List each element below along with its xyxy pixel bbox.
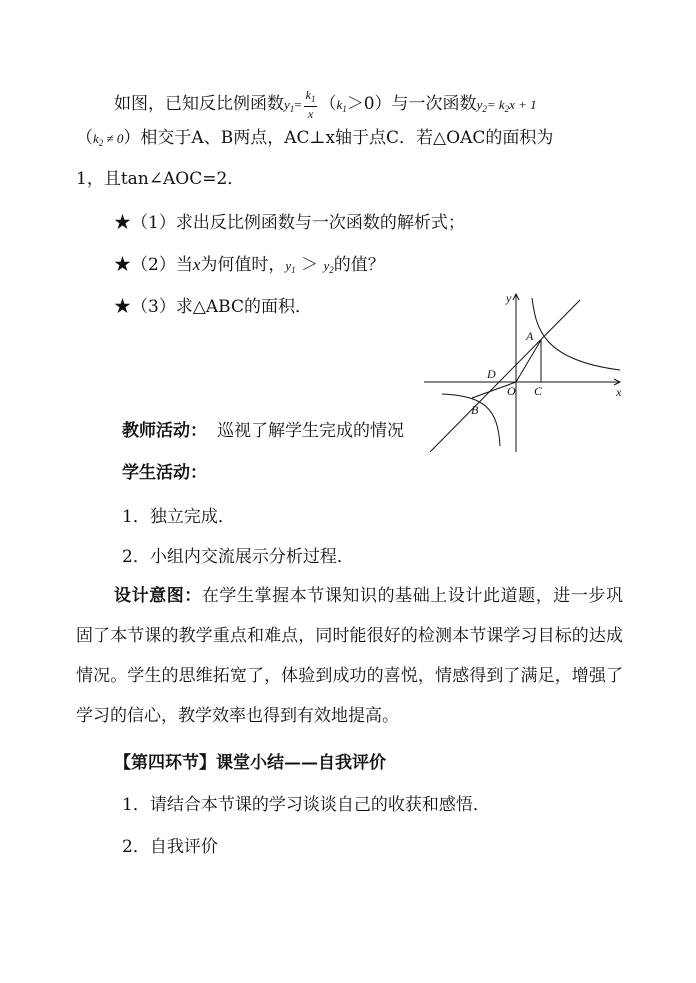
student-item-2: 2．小组内交流展示分析过程． xyxy=(122,547,354,567)
problem-intro: 如图，已知反比例函数 xyxy=(114,94,284,114)
section-4-item-2: 2．自我评价 xyxy=(122,837,218,857)
point-d-label: D xyxy=(487,367,496,381)
problem-line-2: $(k_2 \ne 0)$相交于A、B两点，AC⊥x轴于点C．若△OAC的面积为 xyxy=(76,128,554,148)
design-intent-text: 在学生掌握本节课知识的基础上设计此道题，进一步巩固了本节课的教学重点和难点，同时能很好的检测本节课学习目标的达成情况。学生的思维拓宽了，体验到成功的喜悦，情感得到了满足，增强了学习的信心，教学效率也得到有效地提高。 xyxy=(76,586,624,726)
function-graph xyxy=(424,288,626,452)
design-intent-label: 设计意图： xyxy=(114,586,202,606)
star-icon: ★ xyxy=(114,213,131,233)
point-a-label: A xyxy=(526,329,534,343)
y1-variable: $y_1$ xyxy=(284,97,295,114)
graph-svg xyxy=(424,288,626,452)
point-c-label: C xyxy=(534,384,543,398)
teacher-activity-text: 巡视了解学生完成的情况 xyxy=(217,421,404,441)
y-axis-label: y xyxy=(506,291,512,305)
problem-line-1: 如图，已知反比例函数$y_1=$ $\frac{k_1}{x}$ $(k_1>0)$与一次函数$y_2= k_2x + 1$ xyxy=(114,88,537,121)
equals-sign: = xyxy=(294,97,302,112)
student-activity-label: 学生活动： xyxy=(122,463,207,483)
problem-line-2-text: ）相交于A、B两点，AC⊥x轴于点C．若△OAC的面积为 xyxy=(123,128,554,148)
linear-function-line xyxy=(430,300,580,452)
y2-variable: $y_2$ xyxy=(476,97,487,114)
question-1: ★（1）求出反比例函数与一次函数的解析式； xyxy=(114,213,465,233)
condition-and-linear-intro: ＞0）与一次函数 xyxy=(346,94,477,114)
hyperbola-branch-1 xyxy=(532,298,620,370)
fraction-k1-over-x: $\frac{k_1}{x}$ xyxy=(305,88,316,121)
k2-condition: $k_2 \ne 0$ xyxy=(93,131,124,148)
section-4-heading: 【第四环节】课堂小结——自我评价 xyxy=(114,753,386,773)
hyperbola-branch-3 xyxy=(442,394,500,446)
x-axis-label: x xyxy=(616,385,622,399)
student-item-1: 1．独立完成． xyxy=(122,507,235,527)
teacher-activity xyxy=(122,420,404,442)
section-4-item-1: 1．请结合本节课的学习谈谈自己的收获和感悟． xyxy=(122,795,490,815)
k1-variable: $k_1$ xyxy=(336,97,347,114)
star-icon: ★ xyxy=(114,255,131,275)
teacher-activity-label: 教师活动： xyxy=(122,421,207,441)
origin-label: O xyxy=(507,384,516,398)
linear-rhs: = $k_2x + 1$ xyxy=(486,97,537,114)
star-icon: ★ xyxy=(114,297,131,317)
question-3: ★（3）求△ABC的面积． xyxy=(114,297,312,317)
question-2: ★（2）当x为何值时，$y_1 > y_2$的值？ xyxy=(114,255,385,275)
design-intent-paragraph xyxy=(76,576,623,736)
point-b-label: B xyxy=(471,403,479,417)
problem-line-3: 1，且tan∠AOC=2． xyxy=(76,169,245,189)
